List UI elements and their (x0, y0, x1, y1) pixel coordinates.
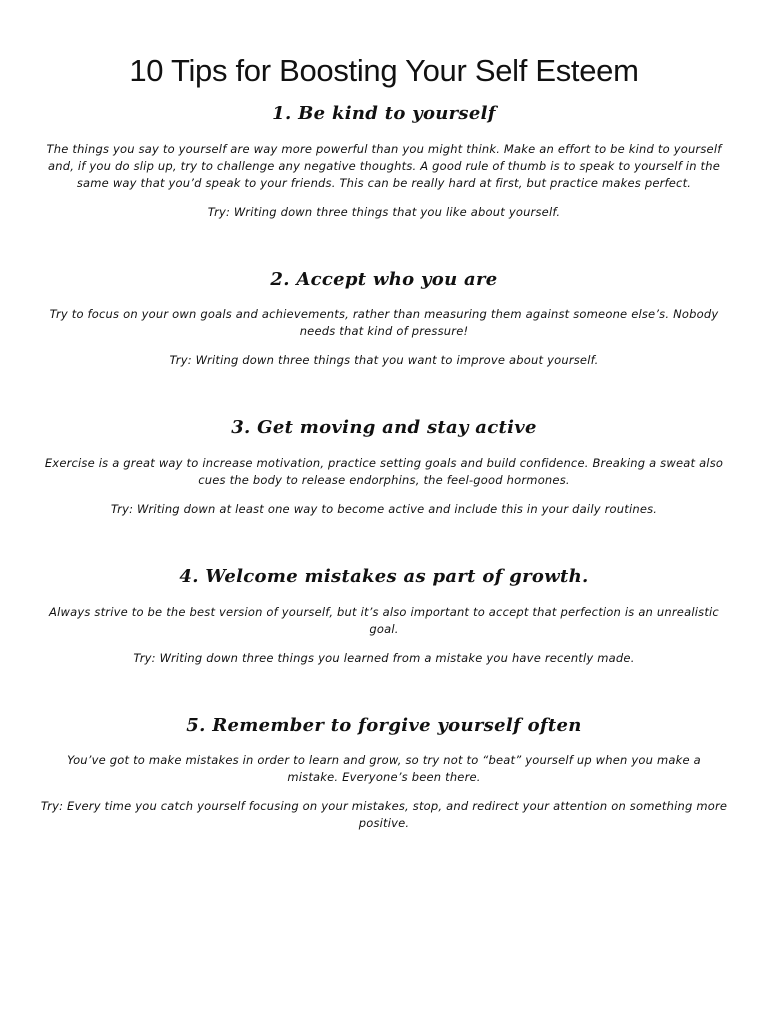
tip-body: Try to focus on your own goals and achievements, rather than measuring them against someone else’s. Nobody needs that kind of pressure! (49, 307, 719, 339)
tip-heading: 1. Be kind to yourself (272, 103, 496, 125)
tip-heading: 3. Get moving and stay active (231, 417, 537, 439)
tip-try: Try: Writing down three things that you like about yourself. (207, 204, 561, 219)
tip-section-1 (40, 103, 728, 221)
tip-section-4 (40, 566, 728, 667)
tip-body: Exercise is a great way to increase motivation, practice setting goals and build confidence. Breaking a sweat also cues the body to release endorphins, the feel-good hormones. (44, 455, 724, 487)
tip-heading: 5. Remember to forgive yourself often (186, 714, 582, 736)
tip-heading: 4. Welcome mistakes as part of growth. (179, 565, 589, 587)
tip-try: Try: Writing down at least one way to become active and include this in your daily routines. (110, 501, 658, 516)
document-title: 10 Tips for Boosting Your Self Esteem (129, 53, 639, 88)
tip-section-2 (40, 269, 728, 370)
tip-try: Try: Writing down three things that you want to improve about yourself. (169, 353, 599, 368)
tip-try: Try: Writing down three things you learned from a mistake you have recently made. (133, 650, 635, 665)
tip-section-3 (40, 417, 728, 518)
tip-body: You’ve got to make mistakes in order to learn and grow, so try not to “beat” yourself up when you make a mistake. Everyone’s been there. (67, 753, 701, 785)
tip-section-5 (40, 715, 728, 833)
tip-heading: 2. Accept who you are (270, 268, 498, 290)
tip-body: The things you say to yourself are way more powerful than you might think. Make an effort to be kind to yourself and, if you do slip up, try to challenge any negative thoughts. A good rule of thumb is to speak to yourself in the same way that you’d speak to your friends. This can be really hard at first, but practice makes perfect. (46, 141, 722, 190)
tip-body: Always strive to be the best version of yourself, but it’s also important to accept that perfection is an unrealistic goal. (49, 604, 719, 636)
tip-try: Try: Every time you catch yourself focusing on your mistakes, stop, and redirect your attention on something more positive. (40, 799, 728, 831)
